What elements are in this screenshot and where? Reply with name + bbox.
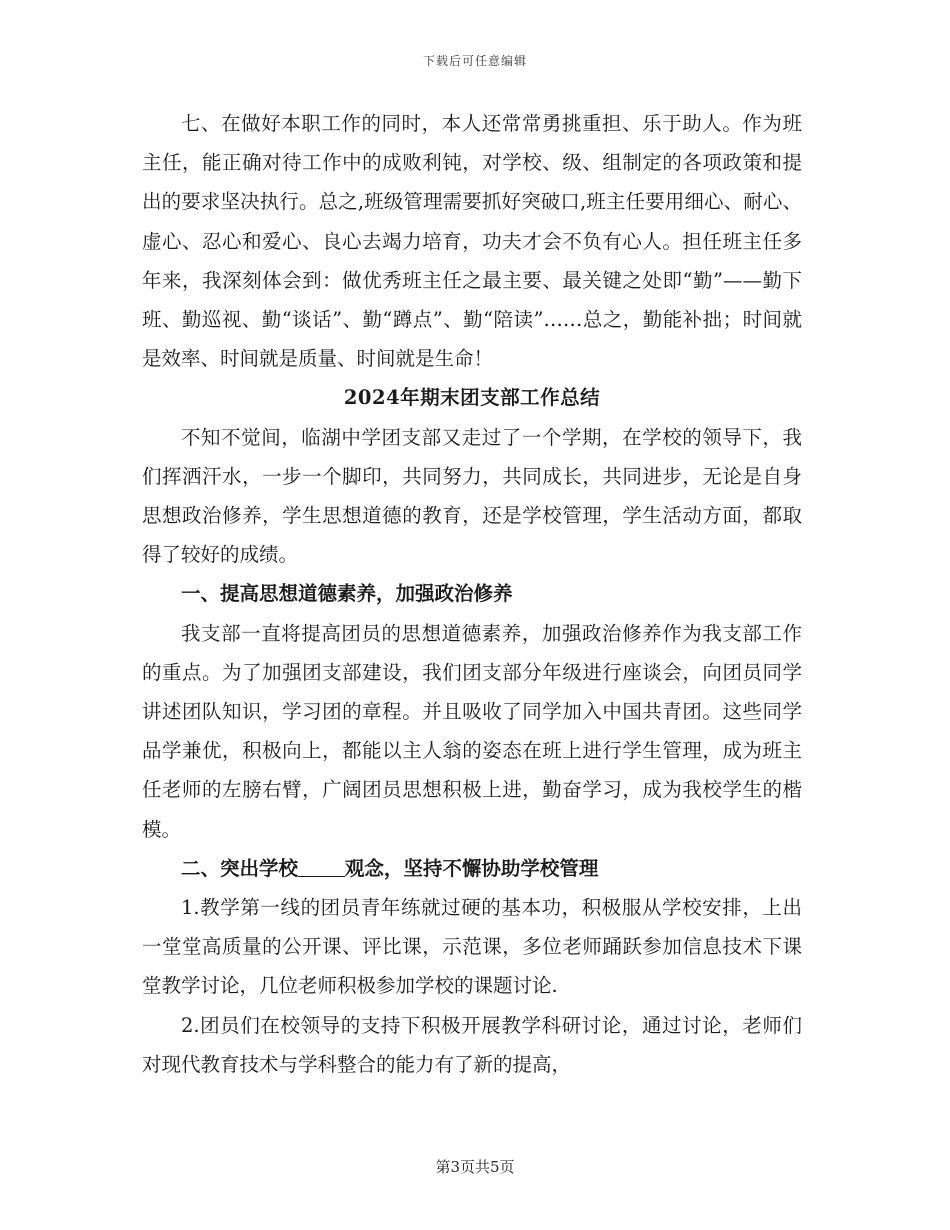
intro-paragraph: 七、在做好本职工作的同时，本人还常常勇挑重担、乐于助人。作为班主任，能正确对待工作中的成败利钝，对学校、级、组制定的各项政策和提出的要求坚决执行。总之,班级管理需要抓好突破口,班主任要用细心、耐心、虚心、忍心和爱心、良心去竭力培育，功夫才会不负有心人。担任班主任多年来，我深刻体会到：做优秀班主任之最主要、最关键之处即“勤”——勤下班、勤巡视、勤“谈话”、勤“蹲点”、勤“陪读”……总之，勤能补拙；时间就是效率、时间就是质量、时间就是生命！ <box>142 112 802 371</box>
section2-item-2: 2.团员们在校领导的支持下积极开展教学科研讨论，通过讨论，老师们对现代教育技术与学科整合的能力有了新的提高， <box>142 1013 802 1076</box>
fill-in-blank <box>298 856 345 877</box>
document-body <box>142 104 802 1084</box>
section1-paragraph: 我支部一直将提高团员的思想道德素养，加强政治修养作为我支部工作的重点。为了加强团支部建设，我们团支部分年级进行座谈会，向团员同学讲述团队知识，学习团的章程。并且吸收了同学加入中国共青团。这些同学品学兼优，积极向上，都能以主人翁的姿态在班上进行学生管理，成为班主任老师的左膀右臂，广阔团员思想积极上进，勤奋学习，成为我校学生的楷模。 <box>142 621 802 841</box>
page-number-footer: 第3页共5页 <box>435 1158 515 1176</box>
opening-paragraph: 不知不觉间，临湖中学团支部又走过了一个学期，在学校的领导下，我们挥洒汗水，一步一个脚印，共同努力，共同成长，共同进步，无论是自身思想政治修养，学生思想道德的教育，还是学校管理，学生活动方面，都取得了较好的成绩。 <box>142 425 802 567</box>
section2-heading-part1: 二、突出学校 <box>181 856 299 880</box>
section2-heading <box>142 849 802 888</box>
section2-item-1: 1.教学第一线的团员青年练就过硬的基本功，积极服从学校安排，上出一堂堂高质量的公开课、评比课，示范课，多位老师踊跃参加信息技术下课堂教学讨论，几位老师积极参加学校的课题讨论. <box>142 896 802 998</box>
document-title: 2024年期末团支部工作总结 <box>343 386 601 410</box>
section1-heading: 一、提高思想道德素养，加强政治修养 <box>181 582 513 606</box>
section2-heading-part2: 观念，坚持不懈协助学校管理 <box>344 856 599 880</box>
page-header-note: 下载后可任意编辑 <box>422 54 527 68</box>
